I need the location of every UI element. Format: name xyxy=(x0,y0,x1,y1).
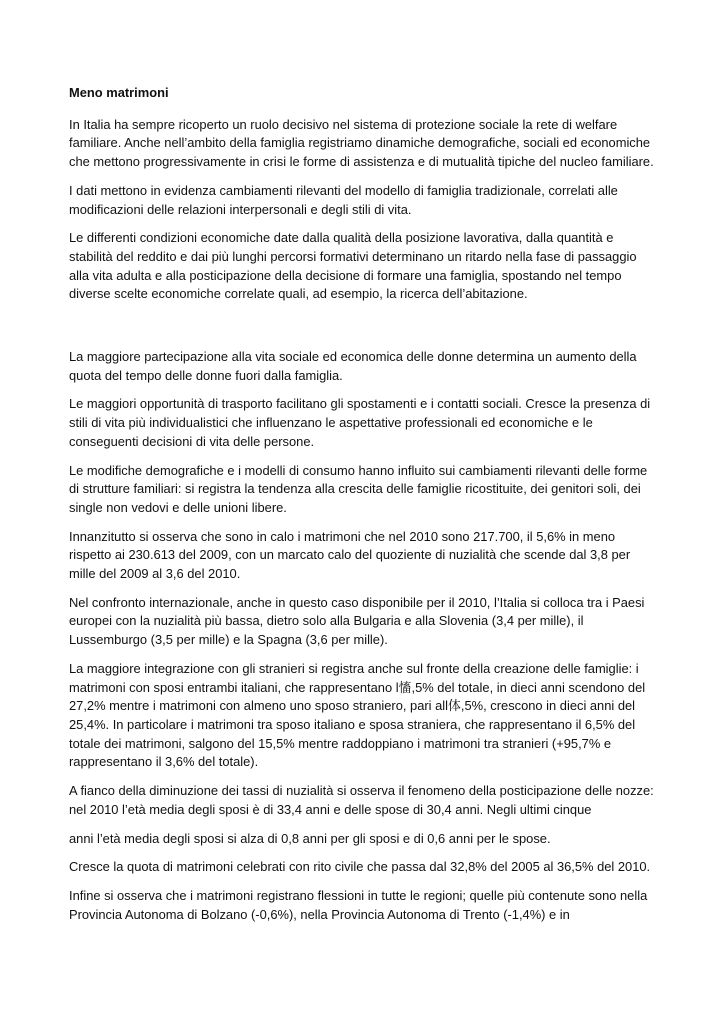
paragraph: Le differenti condizioni economiche date dalla qualità della posizione lavorativa, dalla quantità e stabilità del reddito e dai più lunghi percorsi formativi determinano un ritardo nella fase di passaggio alla vita adulta e alla posticipazione della decisione di formare una famiglia, spostando nel tempo diverse scelte economiche correlate quali, ad esempio, la ricerca dell’abitazione. xyxy=(69,230,637,302)
paragraph: In Italia ha sempre ricoperto un ruolo decisivo nel sistema di protezione sociale la rete di welfare familiare. Anche nell’ambito della famiglia registriamo dinamiche demografiche, sociali ed economiche che mettono progressivamente in crisi le forme di assistenza e di mutualità tipiche del nucleo familiare. xyxy=(69,116,654,170)
paragraph: anni l’età media degli sposi si alza di 0,8 anni per gli sposi e di 0,6 anni per le spose. xyxy=(69,830,551,846)
paragraph: Cresce la quota di matrimoni celebrati con rito civile che passa dal 32,8% del 2005 al 36,5% del 2010. xyxy=(69,859,651,875)
paragraph: Nel confronto internazionale, anche in questo caso disponibile per il 2010, l’Italia si colloca tra i Paesi europei con la nuzialità più bassa, dietro solo alla Bulgaria e alla Slovenia (3,4 per mille), il Lussemburgo (3,5 per mille) e la Spagna (3,6 per mille). xyxy=(69,594,645,648)
paragraph: Le maggiori opportunità di trasporto facilitano gli spostamenti e i contatti sociali. Cresce la presenza di stili di vita più individualistici che influenzano le aspettative professionali ed economiche e le conseguenti decisioni di vita delle persone. xyxy=(69,396,651,449)
paragraph: I dati mettono in evidenza cambiamenti rilevanti del modello di famiglia tradizionale, correlati alle modificazioni delle relazioni interpersonali e degli stili di vita. xyxy=(69,182,618,217)
paragraph: La maggiore partecipazione alla vita sociale ed economica delle donne determina un aumento della quota del tempo delle donne fuori dalla famiglia. xyxy=(69,349,637,383)
paragraph: Innanzitutto si osserva che sono in calo i matrimoni che nel 2010 sono 217.700, il 5,6% in meno rispetto ai 230.613 del 2009, con un marcato calo del quoziente di nuzialità che scende dal 3,8 per mille del 2009 al 3,6 del 2010. xyxy=(69,528,631,582)
paragraph: Le modifiche demografiche e i modelli di consumo hanno influito sui cambiamenti rilevanti delle forme di strutture familiari: si registra la tendenza alla crescita delle famiglie ricostituite, dei genitori soli, dei single non vedovi e delle unioni libere. xyxy=(69,462,648,515)
document-page xyxy=(69,84,659,934)
paragraph: A fianco della diminuzione dei tassi di nuzialità si osserva il fenomeno della posticipazione delle nozze: nel 2010 l’età media degli sposi è di 33,4 anni e delle spose di 30,4 anni. Negli ultimi cinque xyxy=(69,783,654,817)
paragraph: La maggiore integrazione con gli stranieri si registra anche sul fronte della creazione delle famiglie: i matrimoni con sposi entrambi italiani, che rappresentano l慉,5% del totale, in dieci anni scendono del 27,2% mentre i matrimoni con almeno uno sposo straniero, pari all体,5%, crescono in dieci anni del 25,4%. In particolare i matrimoni tra sposo italiano e sposa straniera, che rappresentano il 6,5% del totale dei matrimoni, salgono del 15,5% mentre raddoppiano i matrimoni tra stranieri (+95,7% e rappresentano il 3,6% del totale). xyxy=(69,660,646,770)
blank-space xyxy=(69,314,659,348)
paragraph: Infine si osserva che i matrimoni registrano flessioni in tutte le regioni; quelle più contenute sono nella Provincia Autonoma di Bolzano (-0,6%), nella Provincia Autonoma di Trento (-1,4%) e in xyxy=(69,887,648,922)
document-title: Meno matrimoni xyxy=(69,85,169,100)
